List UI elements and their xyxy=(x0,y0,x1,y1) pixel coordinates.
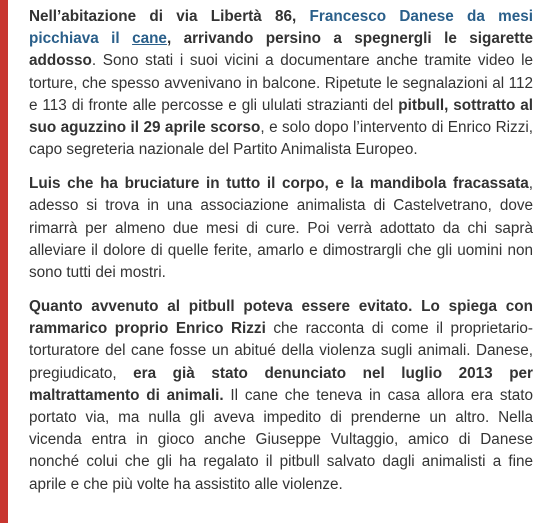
p1-text-rizzi: , e solo dopo l’intervento di Enrico Rizzi, capo segreteria nazionale del Partito Animalista Europeo. xyxy=(29,119,533,159)
p1-text-vicini: . Sono stati i suoi vicini a documentare anche tramite video le torture, che spesso avvenivano in balcone. Ripetute le segnalazioni al 112 e 113 di fronte alle percosse e gli ululati strazianti del xyxy=(29,52,533,114)
p3-bold-evitato: Quanto avvenuto al pitbull poteva essere evitato. Lo spiega con rammarico proprio Enrico Rizzi xyxy=(29,298,533,338)
p1-link-cane[interactable]: cane xyxy=(132,30,167,48)
p2-text-castelvetrano: , adesso si trova in una associazione animalista di Castelvetrano, dove rimarrà per almeno due mesi di cure. Poi verrà adottato da chi saprà alleviare il dolore di quelle ferite, amarlo e dimostrargli che gli uomini non sono tutti dei mostri. xyxy=(29,175,533,282)
paragraph-1 xyxy=(29,6,533,161)
p3-bold-denunciato: era già stato denunciato nel luglio 2013 per maltrattamento di animali. xyxy=(29,364,533,404)
article-body xyxy=(29,6,533,508)
accent-bar xyxy=(0,0,8,523)
p3-text-torturatore: che racconta di come il proprietario-torturatore del cane fosse un abitué della violenza sugli animali. Danese, pregiudicato, xyxy=(29,320,533,382)
paragraph-3 xyxy=(29,296,533,496)
p2-bold-luis: Luis che ha bruciature in tutto il corpo, e la mandibola fracassata xyxy=(29,175,529,193)
p1-link-danese[interactable]: Francesco Danese da mesi picchiava il xyxy=(29,8,533,48)
p1-bold-intro: Nell’abitazione di via Libertà 86, xyxy=(29,8,310,25)
p1-bold-sigarette: , arrivando persino a spegnergli le sigarette addosso xyxy=(29,30,533,70)
paragraph-2 xyxy=(29,173,533,284)
p1-bold-pitbull: pitbull, sottratto al suo aguzzino il 29 aprile scorso xyxy=(29,96,533,137)
p3-text-vultaggio: Il cane che teneva in casa allora era stato portato via, ma nulla gli aveva impedito di prenderne un altro. Nella vicenda entra in gioco anche Giuseppe Vultaggio, amico di Danese nonché colui che gli ha regalato il pitbull salvato dagli animalisti a fine aprile e che più volte ha assistito alle violenze. xyxy=(29,386,533,493)
